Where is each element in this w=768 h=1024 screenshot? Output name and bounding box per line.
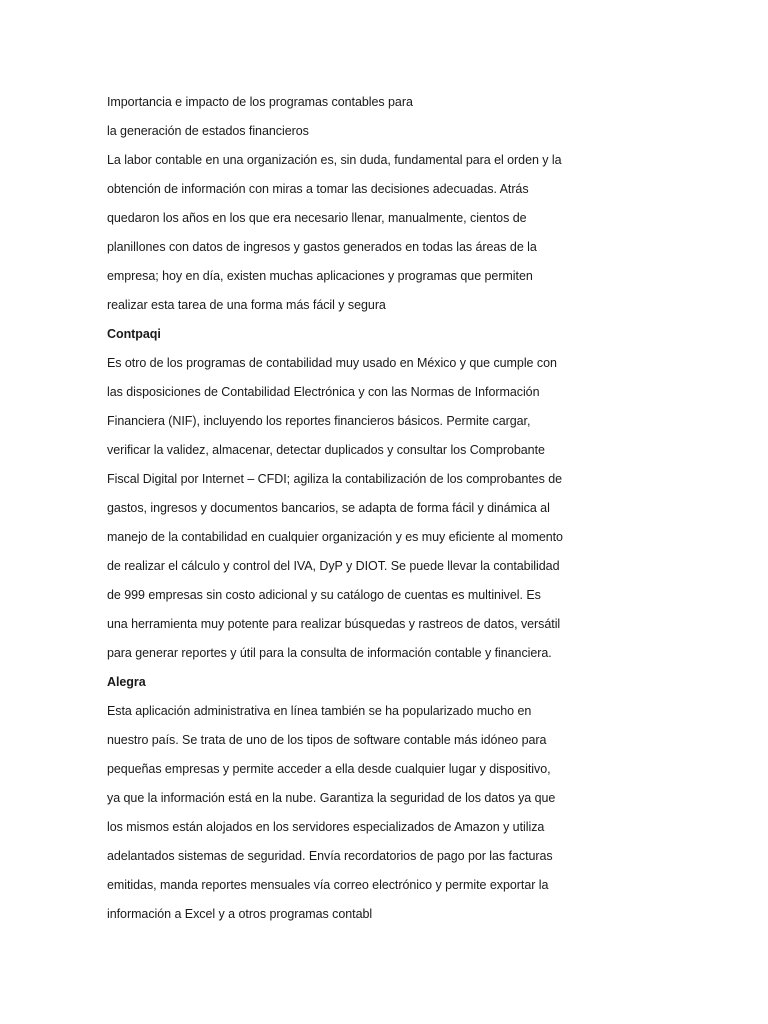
text-line: quedaron los años en los que era necesario llenar, manualmente, cientos de [107, 211, 527, 225]
text-line: nuestro país. Se trata de uno de los tipos de software contable más idóneo para [107, 733, 547, 747]
document-title [107, 88, 667, 146]
text-line: de realizar el cálculo y control del IVA, DyP y DIOT. Se puede llevar la contabilidad [107, 559, 560, 573]
text-line: ya que la información está en la nube. Garantiza la seguridad de los datos ya que [107, 791, 556, 805]
section-heading-contpaqi: Contpaqi [107, 327, 161, 341]
title-line: Importancia e impacto de los programas contables para [107, 95, 413, 109]
text-line: adelantados sistemas de seguridad. Envía recordatorios de pago por las facturas [107, 849, 553, 863]
text-line: Fiscal Digital por Internet – CFDI; agiliza la contabilización de los comprobantes de [107, 472, 563, 486]
text-line: Es otro de los programas de contabilidad muy usado en México y que cumple con [107, 356, 557, 370]
text-line: para generar reportes y útil para la consulta de información contable y financiera. [107, 646, 552, 660]
alegra-paragraph [107, 697, 667, 929]
title-line: la generación de estados financieros [107, 124, 309, 138]
text-line: obtención de información con miras a tomar las decisiones adecuadas. Atrás [107, 182, 529, 196]
text-line: planillones con datos de ingresos y gastos generados en todas las áreas de la [107, 240, 537, 254]
document-page [107, 88, 667, 929]
text-line: gastos, ingresos y documentos bancarios, se adapta de forma fácil y dinámica al [107, 501, 550, 515]
text-line: realizar esta tarea de una forma más fácil y segura [107, 298, 386, 312]
text-line: pequeñas empresas y permite acceder a ella desde cualquier lugar y dispositivo, [107, 762, 551, 776]
text-line: una herramienta muy potente para realizar búsquedas y rastreos de datos, versátil [107, 617, 561, 631]
text-line: verificar la validez, almacenar, detectar duplicados y consultar los Comprobante [107, 443, 545, 457]
text-line: de 999 empresas sin costo adicional y su catálogo de cuentas es multinivel. Es [107, 588, 541, 602]
intro-paragraph [107, 146, 667, 320]
text-line: los mismos están alojados en los servidores especializados de Amazon y utiliza [107, 820, 545, 834]
text-line: información a Excel y a otros programas contabl [107, 907, 373, 921]
text-line: Esta aplicación administrativa en línea también se ha popularizado mucho en [107, 704, 532, 718]
section-heading-alegra: Alegra [107, 675, 146, 689]
contpaqi-paragraph [107, 349, 667, 668]
text-line: emitidas, manda reportes mensuales vía correo electrónico y permite exportar la [107, 878, 549, 892]
text-line: empresa; hoy en día, existen muchas aplicaciones y programas que permiten [107, 269, 533, 283]
text-line: Financiera (NIF), incluyendo los reportes financieros básicos. Permite cargar, [107, 414, 531, 428]
text-line: las disposiciones de Contabilidad Electrónica y con las Normas de Información [107, 385, 540, 399]
text-line: La labor contable en una organización es, sin duda, fundamental para el orden y la [107, 153, 562, 167]
text-line: manejo de la contabilidad en cualquier organización y es muy eficiente al momento [107, 530, 563, 544]
